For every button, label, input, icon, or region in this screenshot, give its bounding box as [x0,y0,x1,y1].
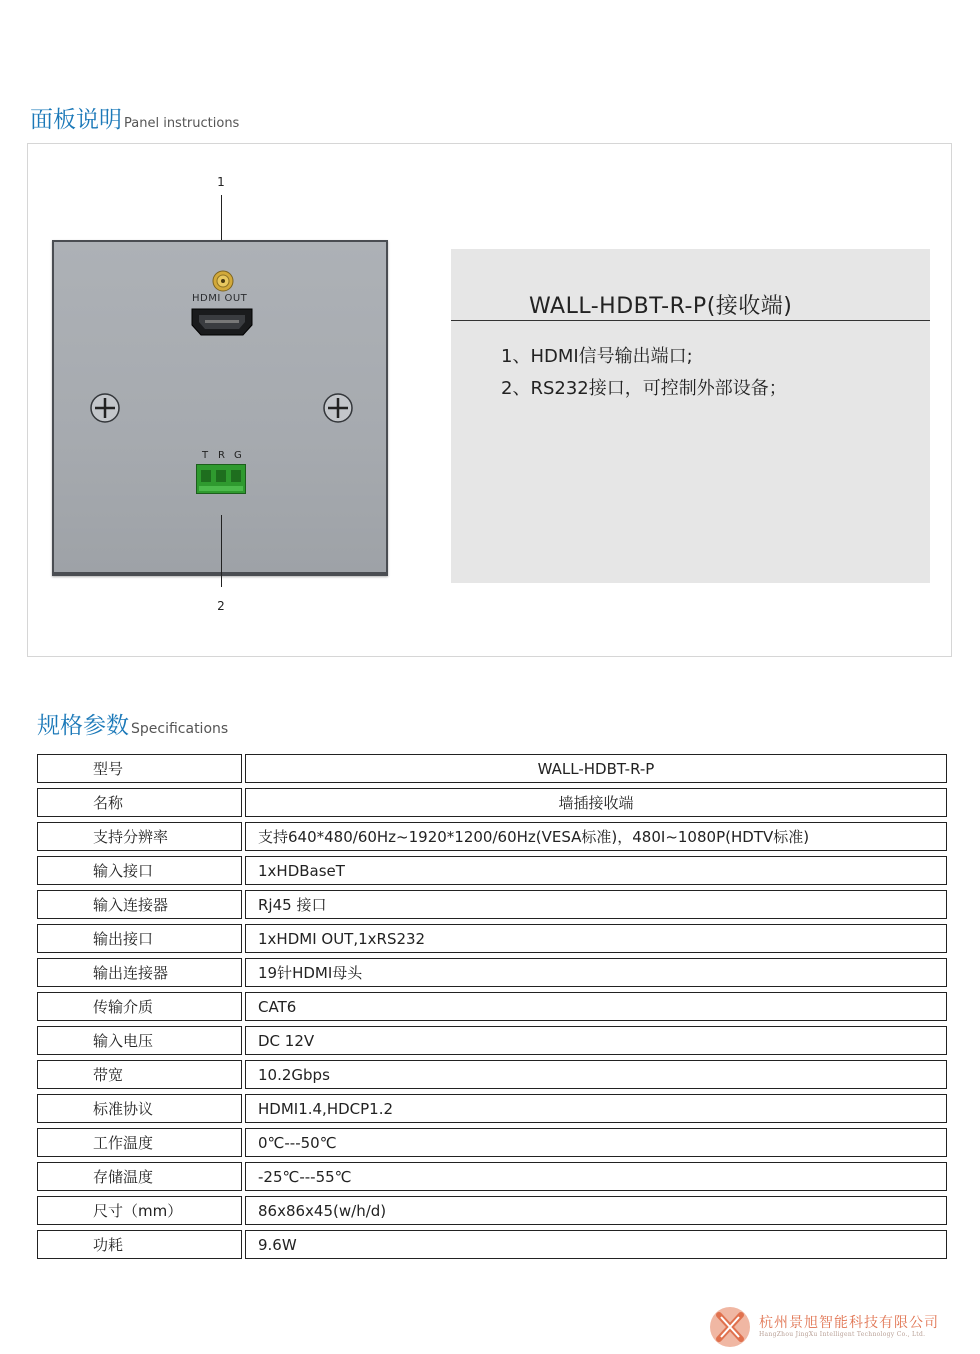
spec-key: 工作温度 [37,1128,242,1157]
spec-value: 0℃---50℃ [245,1128,947,1157]
spec-value: 1xHDMI OUT,1xRS232 [245,924,947,953]
spec-value: WALL-HDBT-R-P [245,754,947,783]
spec-key: 输入接口 [37,856,242,885]
table-row [37,992,947,1021]
description-line-2: 2、RS232接口，可控制外部设备； [501,378,787,399]
table-row [37,890,947,919]
callout-number-2: 2 [217,599,225,613]
spec-title-zh: 规格参数 [37,713,129,739]
spec-key: 功耗 [37,1230,242,1259]
table-row [37,958,947,987]
spec-key: 存储温度 [37,1162,242,1191]
spec-key: 输入电压 [37,1026,242,1055]
table-row [37,1196,947,1225]
spec-key: 尺寸（mm） [37,1196,242,1225]
spec-value: 86x86x45(w/h/d) [245,1196,947,1225]
wall-plate [52,240,388,576]
table-row [37,1094,947,1123]
spec-key: 输入连接器 [37,890,242,919]
panel-title-zh: 面板说明 [30,107,122,133]
hdmi-port-icon [191,308,253,336]
table-row [37,1060,947,1089]
table-row [37,822,947,851]
table-row [37,856,947,885]
footer-company-name-en: HangZhou JingXu Intelligent Technology Co., Ltd. [759,1331,926,1338]
coax-connector-icon [211,269,235,293]
spec-value: CAT6 [245,992,947,1021]
callout-number-1: 1 [217,175,225,189]
callout-line-2 [221,515,222,587]
description-line-1: 1、HDMI信号输出端口; [501,346,693,367]
table-row [37,1162,947,1191]
x-logo-icon [709,1306,751,1348]
spec-value: -25℃---55℃ [245,1162,947,1191]
screw-right-icon [322,392,354,424]
spec-value: Rj45 接口 [245,890,947,919]
spec-key: 标准协议 [37,1094,242,1123]
spec-value: DC 12V [245,1026,947,1055]
table-row [37,754,947,783]
table-row [37,1026,947,1055]
hdmi-out-label: HDMI OUT [192,293,248,304]
panel-section-title [30,101,239,134]
spec-table [37,749,947,1264]
spec-key: 支持分辨率 [37,822,242,851]
description-title: WALL-HDBT-R-P(接收端) [529,294,793,319]
description-divider [451,320,930,321]
rs232-terminal-block-icon [196,464,246,494]
footer-company-name: 杭州景旭智能科技有限公司 [759,1315,939,1331]
table-row [37,1128,947,1157]
terminal-label-g: G [234,450,242,461]
screw-left-icon [89,392,121,424]
spec-key: 输出接口 [37,924,242,953]
spec-value: HDMI1.4,HDCP1.2 [245,1094,947,1123]
table-row [37,924,947,953]
spec-value: 墙插接收端 [245,788,947,817]
spec-value: 10.2Gbps [245,1060,947,1089]
spec-value: 支持640*480/60Hz~1920*1200/60Hz(VESA标准)，480I~1080P(HDTV标准) [245,822,947,851]
table-row [37,788,947,817]
spec-title-en: Specifications [131,721,229,737]
spec-section-title [37,707,228,740]
spec-value: 1xHDBaseT [245,856,947,885]
spec-value: 9.6W [245,1230,947,1259]
spec-value: 19针HDMI母头 [245,958,947,987]
table-row [37,1230,947,1259]
description-box [451,249,930,583]
spec-key: 型号 [37,754,242,783]
panel-title-en: Panel instructions [124,116,240,131]
terminal-label-r: R [218,450,225,461]
spec-key: 传输介质 [37,992,242,1021]
terminal-label-t: T [202,450,209,461]
spec-key: 名称 [37,788,242,817]
spec-key: 输出连接器 [37,958,242,987]
spec-key: 带宽 [37,1060,242,1089]
